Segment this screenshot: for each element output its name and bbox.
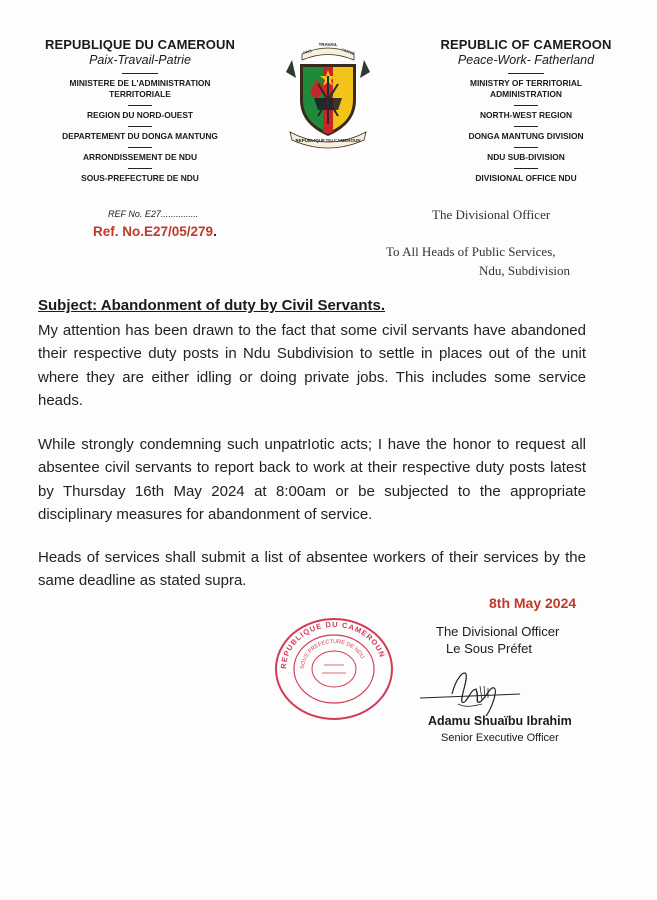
region-fr: REGION DU NORD-OUEST [86, 110, 194, 120]
divider [514, 126, 538, 127]
office-fr: SOUS-PREFECTURE DE NDU [81, 173, 199, 183]
divider [128, 147, 152, 148]
country-name-en: REPUBLIC OF CAMEROON [440, 37, 612, 52]
division-en: DONGA MANTUNG DIVISION [468, 131, 584, 141]
motto-fr: Paix-Travail-Patrie [89, 53, 191, 67]
recipient-line-2: Ndu, Subdivision [479, 263, 571, 278]
reference-number [93, 224, 217, 239]
divider [514, 168, 538, 169]
divider [128, 126, 152, 127]
recipient-line-1: To All Heads of Public Services, [386, 244, 556, 259]
country-name-fr: REPUBLIQUE DU CAMEROUN [45, 37, 235, 52]
body-paragraph: While strongly condemning such unpatrIotic acts; I have the honor to request all absentee civil servants to report back to work at their respective duty posts latest by Thursday 16th May 2024 at 8:00am or be subjected to the appropriate disciplinary measures for abandonment of service. [38, 436, 586, 523]
ministry-fr: MINISTERE DE L'ADMINISTRATION TERRITORIALE [69, 78, 211, 99]
divider [514, 105, 538, 106]
stamp-inner-text: SOUS PREFECTURE DE NDU [299, 638, 366, 670]
crest-motto-left: PAIX [302, 47, 313, 56]
signatory-title-en: The Divisional Officer [436, 624, 560, 639]
signatory-name: Adamu Shuaïbu Ibrahim [428, 714, 572, 728]
reference-label: REF No. E27............... [108, 209, 199, 219]
divider [128, 105, 152, 106]
ministry-en: MINISTRY OF TERRITORIAL ADMINISTRATION [470, 78, 582, 99]
subject-line: Subject: Abandonment of duty by Civil Servants. [38, 297, 385, 314]
divider [514, 147, 538, 148]
sender: The Divisional Officer [432, 207, 551, 222]
signatory-rank: Senior Executive Officer [441, 732, 559, 744]
header-right [411, 37, 641, 184]
motto-en: Peace-Work- Fatherland [457, 53, 595, 67]
region-en: NORTH-WEST REGION [479, 110, 573, 120]
reference-number-value: Ref. No.E27/05/279 [93, 224, 214, 239]
crest-banner-text: REPUBLIQUE DU CAMEROUN [295, 138, 361, 143]
crest-motto-center: TRAVAIL [318, 42, 338, 47]
department-fr: DEPARTEMENT DU DONGA MANTUNG [62, 131, 218, 141]
office-en: DIVISIONAL OFFICE NDU [475, 173, 577, 183]
stamp-outer-text: REPUBLIQUE DU CAMEROUN [278, 619, 388, 670]
signatory-title-fr: Le Sous Préfet [446, 641, 532, 656]
body-paragraph: Heads of services shall submit a list of absentee workers of their services by the same deadline as stated supra. [38, 549, 586, 590]
divider [128, 168, 152, 169]
divider [508, 73, 544, 74]
header-left [25, 37, 255, 184]
official-stamp [272, 617, 396, 721]
coat-of-arms-icon [280, 40, 376, 152]
letter-date: 8th May 2024 [489, 595, 577, 611]
subdivision-fr: ARRONDISSEMENT DE NDU [83, 152, 197, 162]
reference-number-suffix: . [213, 224, 217, 239]
subdivision-en: NDU SUB-DIVISION [487, 152, 565, 162]
crest-motto-right: PATRIE [341, 47, 356, 57]
body-paragraph: My attention has been drawn to the fact that some civil servants have abandoned their respective duty posts in Ndu Subdivision to settle in places out of the unit where they are either idling or doing private jobs. This includes some service heads. [38, 322, 586, 409]
divider [122, 73, 158, 74]
